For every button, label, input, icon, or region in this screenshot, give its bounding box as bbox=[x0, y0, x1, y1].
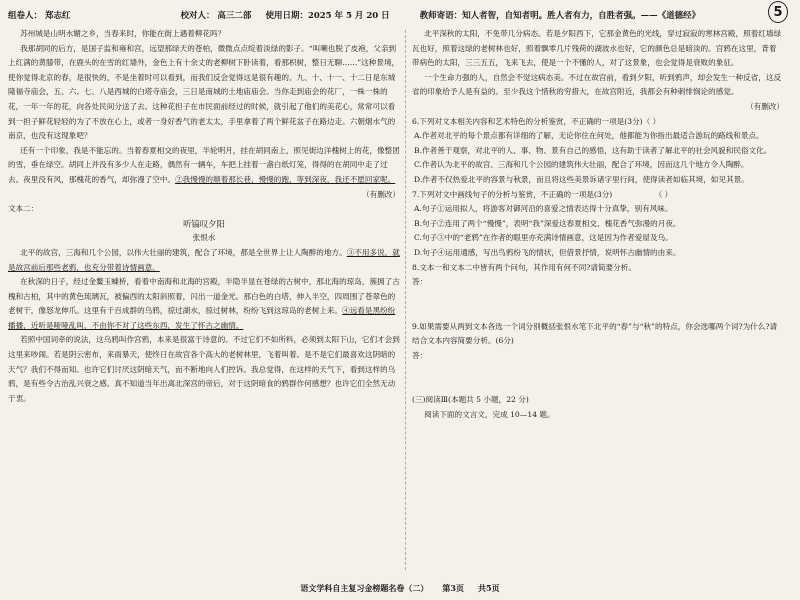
page-number: 第3页 bbox=[442, 582, 464, 593]
question-6: 6.下列对文本相关内容和艺术特色的分析鉴赏，不正确的一项是(3分)（ ） bbox=[412, 116, 661, 126]
paragraph: 若照中国词牵的说法，这乌鸦叫作宫鸦，本来是很富于诗意的。不过它们不如所料，必须到太阳下山，它们才会到这里来吵闹。若是阴云密布，来雨暴天，使终日在故宫各个高大的老树林里，飞着叫着。是不是它们最喜欢这阴暗的天气？我们不得而知。也许它们讨厌这阴暗天气，而不断地向人们控诉。我总觉得，在这样的天气下，看到这样的乌鸦，是有些令古治乱兴衰之感。真不知道当年出离北深宫的帝后，对于这阴暗食的鸦群作何感想？也许它们全然无动于衷。 bbox=[8, 335, 400, 403]
text2-label: 文本二： bbox=[8, 204, 39, 214]
total-pages: 共5页 bbox=[478, 582, 500, 593]
paragraph bbox=[8, 144, 400, 188]
compiler-label: 组卷人： 郑志红 bbox=[8, 11, 71, 21]
underlined-sentence-4: ④远看是黑纷纷播播，近听是哑哑乱叫，不由你不对了这些东西，发生了怀古之幽情。 bbox=[8, 306, 396, 330]
paragraph: 我那胡同的后方，是国子监和雍和宫，远望那绿天的苍柏，微微点点绽着淡绿的影子。“叫喇也脱了皮袍，父亲到上红满的黄膝带，在鹿头的在雪的红墙外，金色上有十余丈的老柳树下卧读着，看那枳树，整日无聊……”这种景境，使你觉得北京的春，是很快的，不是坐着时可以看到，而我们反会觉得这是很有趣的。九、十、十一、十二日是东城隆福寺庙会，五、六、七、八是西城的白塔寺庙会，三日是南城的土地庙庙会。当你走到庙会的花厂，一株一株的花，一年一年的花，向各处民间分送了去。这种花担子在市民面前经过的时候，就引起了他们的美花心，常常可以看到一担子鲜花轻轻的为了不放在心上，或者一身好香气的老太太，手里拿着了两个鲜花盆子在路边走。六朝烟水气的南京，也没有这现象吧？ bbox=[8, 43, 400, 141]
page-footer bbox=[0, 580, 800, 596]
answer-space[interactable] bbox=[412, 292, 784, 320]
answer-label: 答： bbox=[412, 277, 428, 287]
answer-label: 答： bbox=[412, 350, 428, 360]
paragraph-text: 还有一个印象，我是不能忘的。当着春夏相交的夜里，半轮明月，挂在胡同南上，照见街边洋槐树上的花，像整团的雪，垂在绿空。胡同上并没有多少人在走路，偶然有一辆车，车把上挂着一盏白纸灯笼，得得的在胡同中走了过去。夜里没有风，那槐花的香气，却弥漫了空中。 bbox=[8, 145, 400, 184]
paragraph-text: 在秋深的日子，经过金鳌玉蝀桥，看着中南海和北海的宫殿，半隐半显在苍绿的古树中，那北海的琼岛，簇拥了古槐和古柏，其中的黄色琉璃瓦，被偏西的太阳斜照着，闪出一道金光。那白色的白塔，伸入半空，四周围了苍翠色的老树干，像怒龙伸爪。这里有千百成群的乌鸦，掠过湖水，掠过树林，纷纷飞到这琼岛的老树上来。 bbox=[8, 277, 400, 316]
question-7-stem: 7.下列对文中画线句子的分析与鉴赏，不正确的一项是(3分) bbox=[412, 189, 613, 199]
paragraph bbox=[8, 275, 400, 333]
source-note: （有删改） bbox=[362, 189, 400, 199]
question-6-option-a: A.作者对北平的每个景点都有详细的了解，无论你住在何处，他都能为你指出最适合游玩的路线和景点。 bbox=[414, 131, 764, 141]
date-label: 使用日期：2025 年 5 月 20 日 bbox=[265, 11, 390, 21]
teacher-motto: 教师寄语：知人者智，自知者明。胜人者有力，自胜者强。——《道德经》 bbox=[419, 11, 701, 21]
question-7-option-a: A.句子①运用拟人，将游客对御河沿的喜爱之情表达得十分真挚，别有风味。 bbox=[414, 204, 673, 214]
paragraph-text: 北平的故宫，三海和几个公园，以伟大壮丽的建筑，配合了环境，都是全世界上让人陶醉的地方。 bbox=[20, 247, 347, 257]
answer-bracket: （ ） bbox=[654, 189, 673, 199]
paragraph: 北平深秋的太阳，不免带几分病态。若是夕阳西下，它那金黄色的光线，穿过寂寂的寒林宫殿，照着红墙绿瓦也好，照着这绿的老树林也好，照着飘零几片残荷的湖波水也好，它的颜色总是暗淡的。宫鸦在这里，背着带病色的太阳，三三五五，飞来飞去，使是一个不懂的人，对了这景象，也会觉得是衰败的象征。 bbox=[412, 29, 782, 68]
answer-space[interactable] bbox=[412, 365, 784, 393]
question-6-option-d: D.作者不仅热爱北平的容景与秋景，而且将这些美景诉诸字里行间，使得读者如临其境，如见其景。 bbox=[414, 174, 749, 184]
exam-title: 语文学科自主复习金榜题名卷（二） bbox=[300, 582, 429, 593]
question-6-option-c: C.作者认为北平的故宫、三海和几个公园的建筑伟大壮丽，配合了环境，因而这几个地方令人陶醉。 bbox=[414, 160, 749, 170]
question-6-option-b: B.作者善于观察，对北平的人、事、物、景有自己的感悟，这有助于读者了解北平的社会风貌和民俗文化。 bbox=[414, 145, 772, 155]
right-column bbox=[412, 27, 784, 575]
text2-author: 张恨水 bbox=[192, 233, 216, 243]
paragraph: 一个生命力强的人，自然会不觉这病态美。不过在故宫前，看到夕阳，听到鸦声，却会发生一种反省，这反省的印象给予人是有益的。至少我这个惜秋的穷措大，在故宫附近，我都会有种刺悱悯论的感觉。 bbox=[412, 72, 782, 97]
underlined-sentence-3: ③不用多说，就是故宫前后那些老鸦，也充分带着诗情画意。 bbox=[8, 247, 400, 272]
question-7 bbox=[412, 188, 784, 203]
column-divider bbox=[405, 30, 406, 570]
question-7-option-b: B.句子②连用了两个“慢慢”，表明“我”深爱这春夏相交、槐花香气弥漫的月夜。 bbox=[414, 218, 681, 228]
paragraph bbox=[8, 246, 400, 275]
question-7-option-c: C.句子③中的“老鸦”在作者的眼里亦充满诗情画意，这是因为作者爱屋及乌。 bbox=[414, 233, 673, 243]
source-note: （有删改） bbox=[746, 101, 784, 111]
question-8: 8.文本一和文本二中皆有两个问句，其作用有何不同?请简要分析。 bbox=[412, 262, 636, 272]
page-header bbox=[8, 4, 792, 26]
text2-title: 听镐叹夕阳 bbox=[183, 218, 225, 229]
question-9: 9.如果需要从两到文本各选一个词分别概括张恨水笔下北平的“春”与“秋”的特点，你会选哪两个词?为什么?请结合文本内容简要分析。(6分) bbox=[412, 321, 778, 346]
page-number-badge: 5 bbox=[768, 1, 788, 23]
section-3-instruction: 阅读下面的文言文，完成 10—14 题。 bbox=[424, 410, 555, 420]
underlined-sentence-2: ②我慢慢的顺着那长巷，慢慢的跑，等到深夜，我还不愿回家呢。 bbox=[175, 174, 396, 184]
left-column bbox=[8, 27, 400, 575]
reviewer-label: 校对人： 高三二部 bbox=[180, 11, 252, 21]
paragraph: 苏州城是山明水媚之乡，当春来时，你能在街上遇着柳花吗？ bbox=[20, 29, 226, 38]
section-3-heading: (三)阅读Ⅲ(本题共 5 小题，22 分) bbox=[412, 395, 529, 405]
question-7-option-d: D.句子④运用通感，写出鸟鸦纷飞的情状，但借景抒情，说明怀古幽情的由来。 bbox=[414, 247, 681, 257]
